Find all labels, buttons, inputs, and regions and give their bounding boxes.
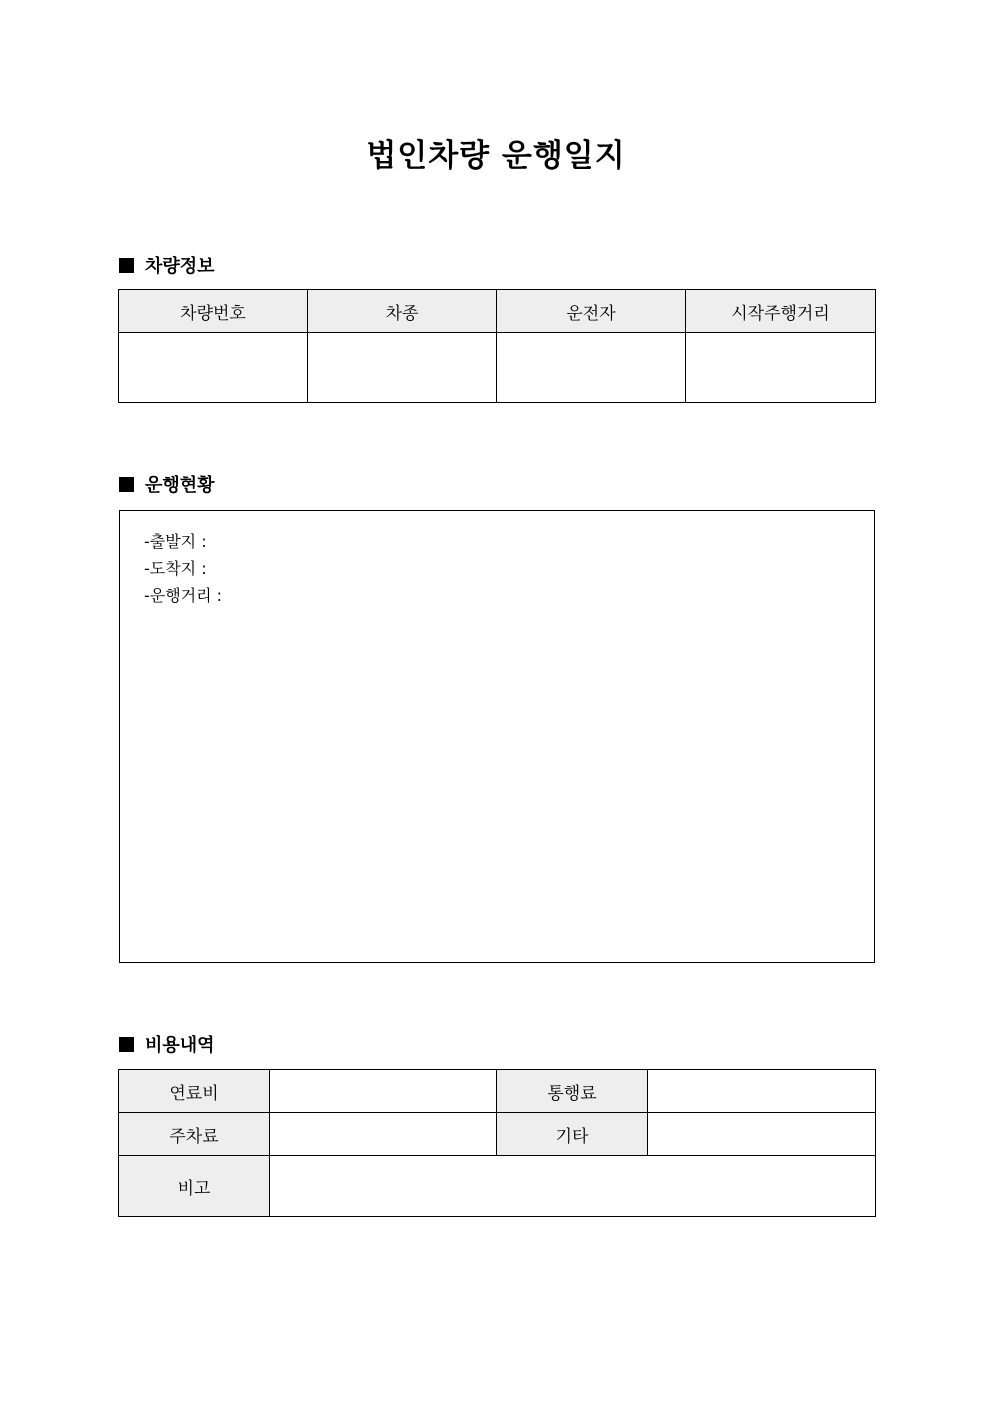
- vehicle-type-cell[interactable]: [308, 333, 497, 403]
- parking-fee-cell[interactable]: [270, 1113, 497, 1156]
- fuel-cost-label: 연료비: [119, 1070, 270, 1113]
- expenses-row-2: [119, 1113, 876, 1156]
- vehicle-info-table: [118, 289, 876, 403]
- expenses-table: [118, 1069, 876, 1217]
- vehicle-info-header-row: [119, 290, 876, 333]
- document-title: 법인차량 운행일지: [366, 138, 626, 174]
- remarks-label: 비고: [119, 1156, 270, 1217]
- distance-label: -운행거리 :: [144, 586, 223, 605]
- square-bullet-icon: [119, 1037, 134, 1052]
- operation-status-box[interactable]: [119, 510, 875, 963]
- driver-cell[interactable]: [497, 333, 686, 403]
- departure-line: [144, 528, 222, 555]
- arrival-label: -도착지 :: [144, 559, 207, 578]
- operation-status-heading-label: 운행현황: [145, 475, 215, 496]
- expenses-row-3: [119, 1156, 876, 1217]
- remarks-cell[interactable]: [270, 1156, 876, 1217]
- vehicle-info-heading: [119, 252, 215, 278]
- square-bullet-icon: [119, 258, 134, 273]
- arrival-line: [144, 555, 222, 582]
- expenses-row-1: [119, 1070, 876, 1113]
- fuel-cost-cell[interactable]: [270, 1070, 497, 1113]
- other-cost-label: 기타: [497, 1113, 648, 1156]
- start-mileage-cell[interactable]: [686, 333, 876, 403]
- departure-label: -출발지 :: [144, 532, 207, 551]
- column-header-start-mileage: 시작주행거리: [686, 290, 876, 333]
- column-header-vehicle-type: 차종: [308, 290, 497, 333]
- distance-line: [144, 582, 222, 609]
- column-header-vehicle-number: 차량번호: [119, 290, 308, 333]
- expenses-heading-label: 비용내역: [145, 1035, 215, 1056]
- vehicle-info-value-row: [119, 333, 876, 403]
- toll-fee-label: 통행료: [497, 1070, 648, 1113]
- toll-fee-cell[interactable]: [648, 1070, 876, 1113]
- operation-status-heading: [119, 471, 215, 497]
- vehicle-number-cell[interactable]: [119, 333, 308, 403]
- square-bullet-icon: [119, 477, 134, 492]
- parking-fee-label: 주차료: [119, 1113, 270, 1156]
- operation-status-lines: [144, 528, 222, 609]
- other-cost-cell[interactable]: [648, 1113, 876, 1156]
- expenses-heading: [119, 1031, 215, 1057]
- vehicle-info-heading-label: 차량정보: [145, 256, 215, 277]
- column-header-driver: 운전자: [497, 290, 686, 333]
